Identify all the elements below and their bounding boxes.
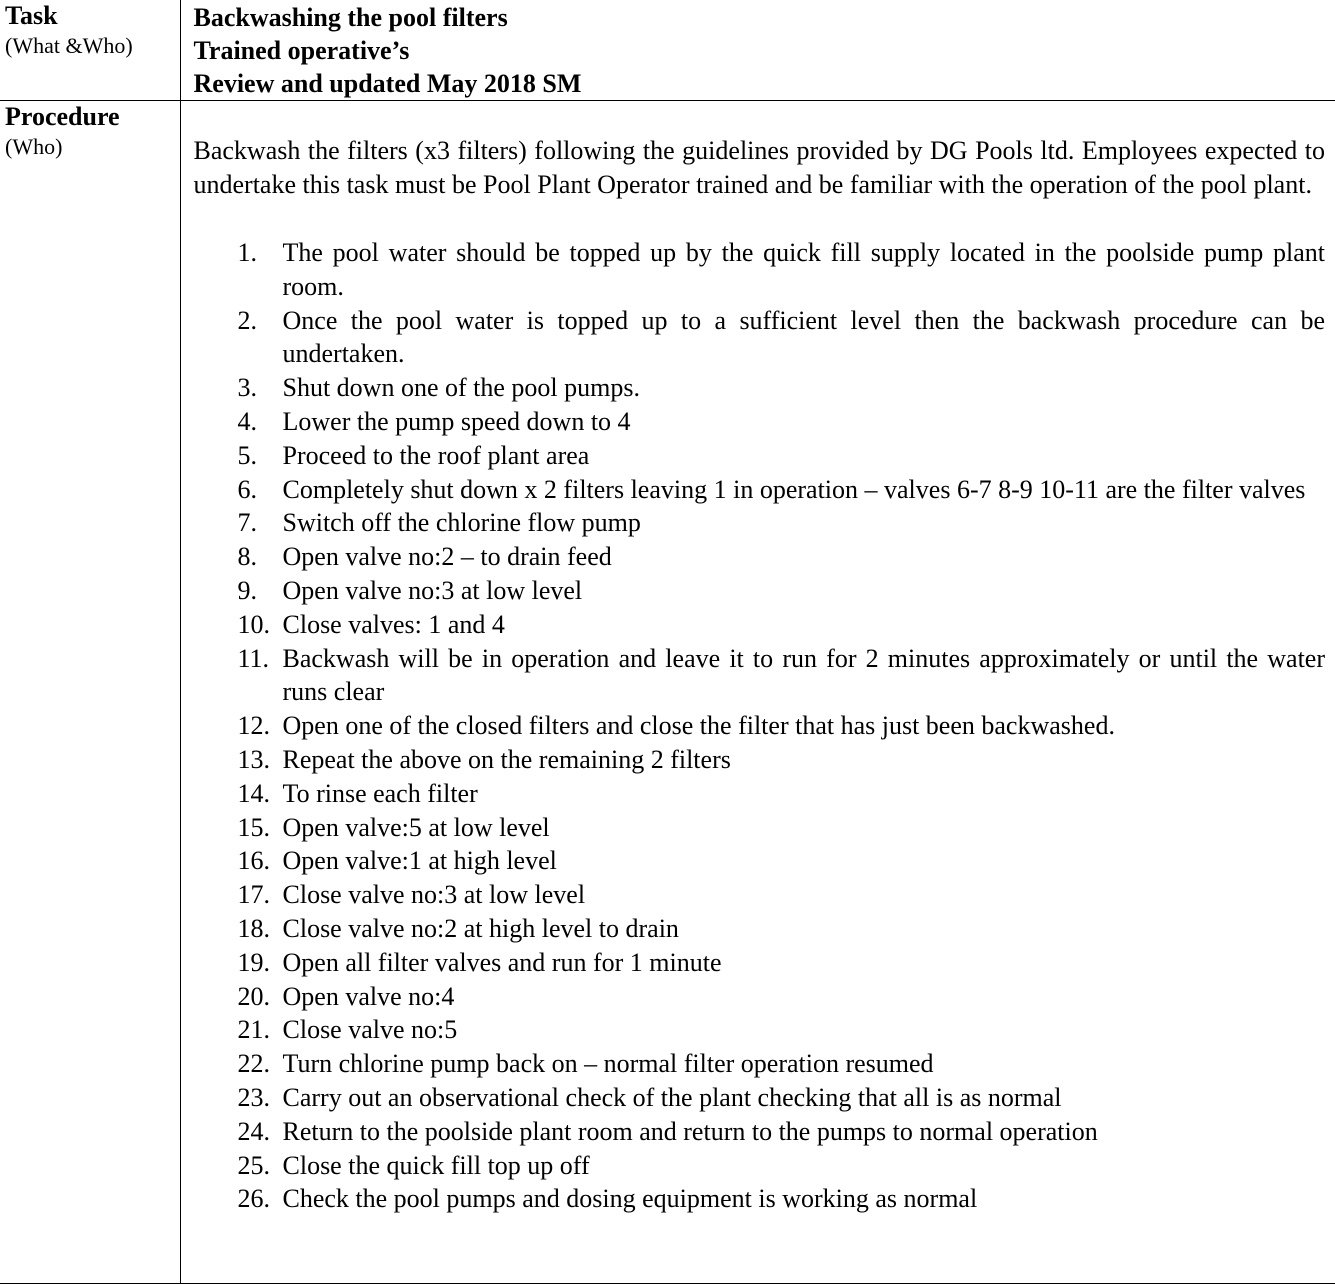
step-text: Carry out an observational check of the plant checking that all is as normal	[282, 1082, 1062, 1112]
procedure-step	[194, 878, 1326, 912]
procedure-step	[194, 304, 1326, 372]
procedure-step	[194, 777, 1326, 811]
step-text: Close valves: 1 and 4	[282, 609, 505, 639]
step-number: 20.	[237, 981, 270, 1011]
procedure-steps	[194, 236, 1326, 1216]
step-text: Once the pool water is topped up to a sufficient level then the backwash procedure can be undertaken.	[282, 305, 1325, 369]
step-number: 17.	[237, 880, 270, 910]
step-text: Repeat the above on the remaining 2 filters	[282, 744, 731, 774]
step-text: Close valve no:2 at high level to drain	[282, 913, 679, 943]
procedure-step	[194, 405, 1326, 439]
step-number: 7.	[237, 508, 257, 538]
task-content-cell	[180, 0, 1335, 101]
step-number: 22.	[237, 1049, 270, 1079]
procedure-step	[194, 912, 1326, 946]
step-text: Open valve no:4	[282, 981, 455, 1011]
step-text: Switch off the chlorine flow pump	[282, 508, 641, 538]
procedure-step	[194, 1081, 1326, 1115]
step-number: 13.	[237, 744, 270, 774]
step-number: 10.	[237, 609, 270, 639]
step-text: To rinse each filter	[282, 778, 478, 808]
procedure-step	[194, 1182, 1326, 1216]
procedure-step	[194, 506, 1326, 540]
procedure-content-cell	[180, 101, 1335, 1284]
procedure-step	[194, 946, 1326, 980]
procedure-step	[194, 844, 1326, 878]
procedure-row	[0, 101, 1335, 1284]
procedure-step	[194, 811, 1326, 845]
procedure-step	[194, 1149, 1326, 1183]
procedure-step	[194, 642, 1326, 710]
step-number: 11.	[237, 643, 270, 673]
step-text: Open valve:5 at low level	[282, 812, 550, 842]
step-number: 12.	[237, 711, 270, 741]
procedure-step	[194, 473, 1326, 507]
step-number: 18.	[237, 913, 270, 943]
procedure-step	[194, 608, 1326, 642]
procedure-step	[194, 1013, 1326, 1047]
step-number: 14.	[237, 778, 270, 808]
step-text: Close valve no:3 at low level	[282, 880, 586, 910]
task-review: Review and updated May 2018 SM	[193, 69, 582, 98]
procedure-step	[194, 1115, 1326, 1149]
step-text: Open all filter valves and run for 1 minute	[282, 947, 722, 977]
step-text: The pool water should be topped up by the quick fill supply located in the poolside pump plant room.	[282, 238, 1325, 301]
step-number: 19.	[237, 947, 270, 977]
task-who: Trained operative’s	[193, 36, 410, 65]
step-number: 16.	[237, 846, 270, 876]
step-number: 3.	[237, 373, 257, 403]
step-text: Open valve no:3 at low level	[282, 575, 583, 605]
step-text: Close the quick fill top up off	[282, 1150, 590, 1180]
procedure-step	[194, 371, 1326, 405]
procedure-label-cell	[0, 101, 180, 1284]
step-number: 8.	[237, 542, 257, 572]
task-sublabel: (What &Who)	[5, 33, 133, 58]
step-text: Proceed to the roof plant area	[282, 440, 590, 470]
step-number: 21.	[237, 1015, 270, 1045]
procedure-sublabel: (Who)	[5, 134, 63, 159]
step-number: 26.	[237, 1184, 270, 1214]
task-row	[0, 0, 1335, 101]
task-label-cell	[0, 0, 180, 101]
step-text: Completely shut down x 2 filters leaving 1 in operation – valves 6-7 8-9 10-11 are the filter valves	[282, 474, 1306, 504]
step-text: Open valve:1 at high level	[282, 846, 557, 876]
step-text: Lower the pump speed down to 4	[282, 406, 631, 436]
task-label: Task	[5, 1, 58, 30]
step-number: 4.	[237, 406, 257, 436]
step-number: 1.	[237, 238, 257, 267]
task-title: Backwashing the pool filters	[193, 3, 508, 32]
step-text: Shut down one of the pool pumps.	[282, 373, 640, 403]
step-text: Backwash will be in operation and leave it to run for 2 minutes approximately or until the water runs clear	[282, 643, 1325, 707]
procedure-step	[194, 574, 1326, 608]
procedure-intro: Backwash the filters (x3 filters) following the guidelines provided by DG Pools ltd. Employees expected to undertake this task must be Pool Plant Operator trained and be familiar with the operation of the pool plant.	[193, 136, 1325, 199]
procedure-step	[194, 980, 1326, 1014]
step-number: 15.	[237, 812, 270, 842]
procedure-step	[194, 439, 1326, 473]
step-number: 6.	[237, 474, 257, 504]
procedure-label: Procedure	[5, 102, 120, 131]
step-number: 24.	[237, 1116, 270, 1146]
procedure-step	[194, 709, 1326, 743]
step-text: Turn chlorine pump back on – normal filter operation resumed	[282, 1049, 934, 1079]
step-text: Check the pool pumps and dosing equipment is working as normal	[282, 1184, 978, 1214]
step-text: Open valve no:2 – to drain feed	[282, 542, 612, 572]
procedure-step	[194, 743, 1326, 777]
procedure-step	[194, 236, 1326, 304]
step-number: 25.	[237, 1150, 270, 1180]
procedure-step	[194, 1047, 1326, 1081]
step-number: 2.	[237, 305, 257, 335]
step-text: Close valve no:5	[282, 1015, 458, 1045]
step-number: 5.	[237, 440, 257, 470]
procedure-step	[194, 540, 1326, 574]
step-number: 23.	[237, 1082, 270, 1112]
step-text: Return to the poolside plant room and return to the pumps to normal operation	[282, 1116, 1098, 1146]
step-text: Open one of the closed filters and close the filter that has just been backwashed.	[282, 711, 1115, 741]
step-number: 9.	[237, 575, 257, 605]
